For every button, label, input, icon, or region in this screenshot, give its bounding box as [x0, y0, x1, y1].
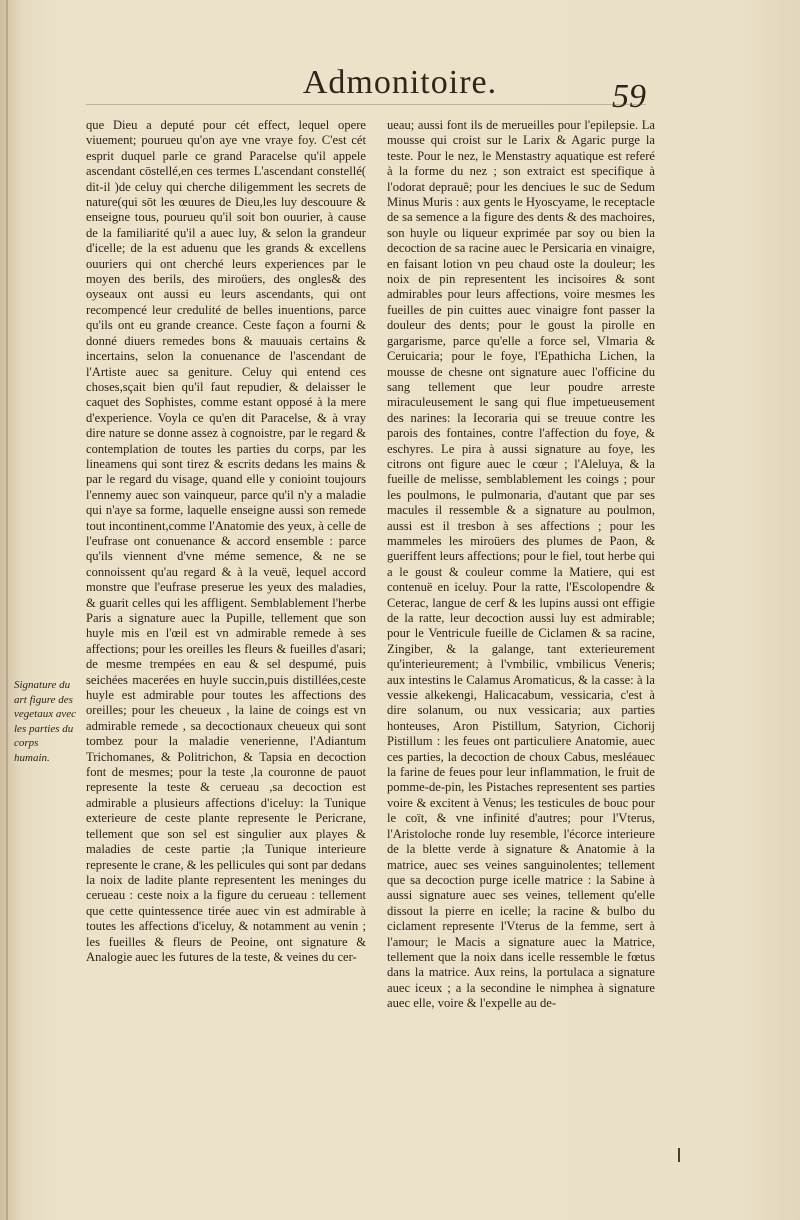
header-rule	[86, 104, 646, 105]
left-column-text: que Dieu a deputé pour cét effect, lequel opere viuement; pourueu qu'on aye vne vraye foy. C'est cét esprit duquel parle ce grand Paracelse qu'il appele ascendant cōstellé,en ces termes L'ascendant constellé( dit-il )de celuy qui cherche diligemment les secrets de nature(qui sōt les œuures de Dieu,les luy descouure & enseigne tous, pourueu qu'il soit bon ouurier, à cause de la familiarité qu'il a auec luy, & selon la grandeur d'icelle; de la est aduenu que les grands & excellens ouuriers qui ont cherché leurs experiences par le moyen des berils, des miroüers, des ongles& des oyseaux ont aussi eu leurs ascendants, qui ont recompencé leur credulité de belles inuentions, parce qu'ils ont eu grande creance. Ceste façon a fourni & donné diuers remedes bons & mauuais certains & incertains, selon la conuenance de l'ascendant de l'Artiste auec sa geniture. Celuy qui entend ces choses,sçait bien qu'il faut repudier, & delaisser le caquet des Sophistes, comme estant opposé à la mere d'experience. Voyla ce qu'en dit Paracelse, & à vray dire nature se donne assez à cognoistre, par le regard & contemplation de toutes les parties du corps, par les lineamens qui sont tirez & escrits dedans les mains & par le regard du visage, quand elle y conioint toujours l'ennemy auec son vainqueur, parce qu'il n'y a maladie qui n'aye sa forme, laquelle enseigne aussi son remede tout incontinent,comme l'Anatomie des yeux, à celle de l'eufrase ont conuenance & accord ensemble : parce qu'ils viennent d'vne méme semence, & ne se connoissent qu'au regard & à la veuë, lequel accord monstre que l'eufrase preserue les yeux des maladies, & guarit celles qui les affligent. Semblablement l'herbe Paris a signature auec la Pupille, tellement que son huyle mis en l'œil est vn admirable remede à ses affections; pour les oreilles les fleurs & fueilles d'asari; de mesme trempées en eau & sel despumé, puis seichées macerées en huyle succin,puis distillées,ceste huyle est admirable pour toutes les affections des oreilles; pour les cheueux , la laine de coings est vn admirable remede , sa decoctionaux cheueux qui sont tombez pour la maladie venerienne, l'Adiantum Trichomanes, & Politrichon, & Tapsia en decoction font de mesmes; pour la teste ,la couronne de pauot represente la teste & cerueau ,sa decoction est admirable a plusieurs affections d'iceluy: la Tunique exterieure de ceste plante represente le Pericrane, tellement que son sel est singulier aux playes & maladies de ceste partie ;la Tunique interieure represente le crane, & les pellicules qui sont par dedans la noix de ladite plante representent les meninges du cerueau : ceste noix a la figure du cerueau : tellement que cette quintessence tirée auec vin est admirable à toutes les affections d'iceluy, & notamment au venin ; les fueilles & fleurs de Peoine, ont signature & Analogie auec les futures de la teste, & veines du cer-	[86, 118, 366, 964]
text-column-right	[387, 118, 655, 1012]
running-title: Admonitoire.	[302, 64, 498, 101]
page-number: 59	[612, 78, 646, 115]
text-column-left	[86, 118, 366, 965]
right-column-text: ueau; aussi font ils de merueilles pour l'epilepsie. La mousse qui croist sur le Larix & Agaric purge la teste. Pour le nez, le Menstastry aquatique est referé à la forme du nez ; son extraict est specifique à l'odorat deprauê; pour les denciues le suc de Sedum Minus Muris : aux gents le Hyoscyame, le receptacle de sa semence a la figure des dents & des machoires, son huyle ou liqueur exprimée par soy ou bien la decoction de sa racine auec le Persicaria en vinaigre, en faisant lotion vn peu chaud oste la douleur; les noix de pin representent les incisoires & sont admirables pour leurs affections, voire mesmes les fueilles de pin cuittes auec vinaigre font passer la douleur des dents; pour le goust la pirolle en gargarisme, parce qu'elle a force sel, Vlmaria & Ceruicaria; pour le foye, l'Epathicha Lichen, la mousse de chesne ont signature auec l'officine du sang tellement que leur poudre arreste miraculeusement le sang qui flue impetueusement des narines: la Iecoraria qui se treuue contre les parois des fontaines, contre l'affection du foye, & eschyres. Le pira à aussi signature au foye, les citrons ont figure auec le cœur ; l'Aleluya, & la fueille de melisse, semblablement les coings ; pour les poulmons, le pulmonaria, d'autant que par ses macules il ressemble & a signature au poulmon, aussi est il tresbon à ses affections ; pour les mammeles les miroüers des plumes de Paon, & gueriffent leurs affections; pour le fiel, tout herbe qui a le goust & couleur comme la Matiere, qui est contenuë en iceluy. Pour la ratte, l'Escolopendre & Ceterac, langue de cerf & les lupins aussi ont effigie de la ratte, leur decoction aussi luy est admirable; pour le Ventricule fueille de Ciclamen & sa racine, Zingiber, & la galange, tant exterieurement qu'interieurement; à l'vmbilic, vmbilicus Veneris; aux intestins le Calamus Aromaticus, & la casse: à la vessie alkekengi, Halicacabum, vessicaria, c'est à dire solanum, ou nux vessicaria; aux parties honteuses, Aron Pistillum, Satyrion, Cichorij Pistillum : les feues ont particuliere Anatomie, auec ces parties, la decoction de choux Cabus, mesléauec la farine de feues pour leur inflammation, le fruit de pomme-de-pin, les Pistaches representent ses parties voire & excitent à Venus; les testicules de bouc pour le coït, & vne infinité d'autres; pour l'Vterus, l'Aristoloche ronde luy resemble, l'écorce interieure de la blette verde à signature & Anatomie à la matrice, auec ses veines sanguinolentes; tellement que sa decoction purge icelle matrice : la Sabine à aussi signature auec ses veines, tellement qu'elle dissout la pierre en icelle; la racine & bulbo du ciclament represente l'Vterus de la femme, sert à l'amour; le Macis a signature auec la Matrice, tellement que la noix dans icelle ressemble le fœtus dans la matrice. Aux reins, la portulaca a signature auec iceux ; a la secondine le nimphea à signature auec elle, voire & l'expelle au de-	[387, 118, 655, 1011]
page-gutter	[6, 0, 8, 1220]
margin-mark	[678, 1148, 680, 1162]
marginal-note: Signature du art figure des vegetaux avec les parties du corps humain.	[14, 679, 76, 764]
